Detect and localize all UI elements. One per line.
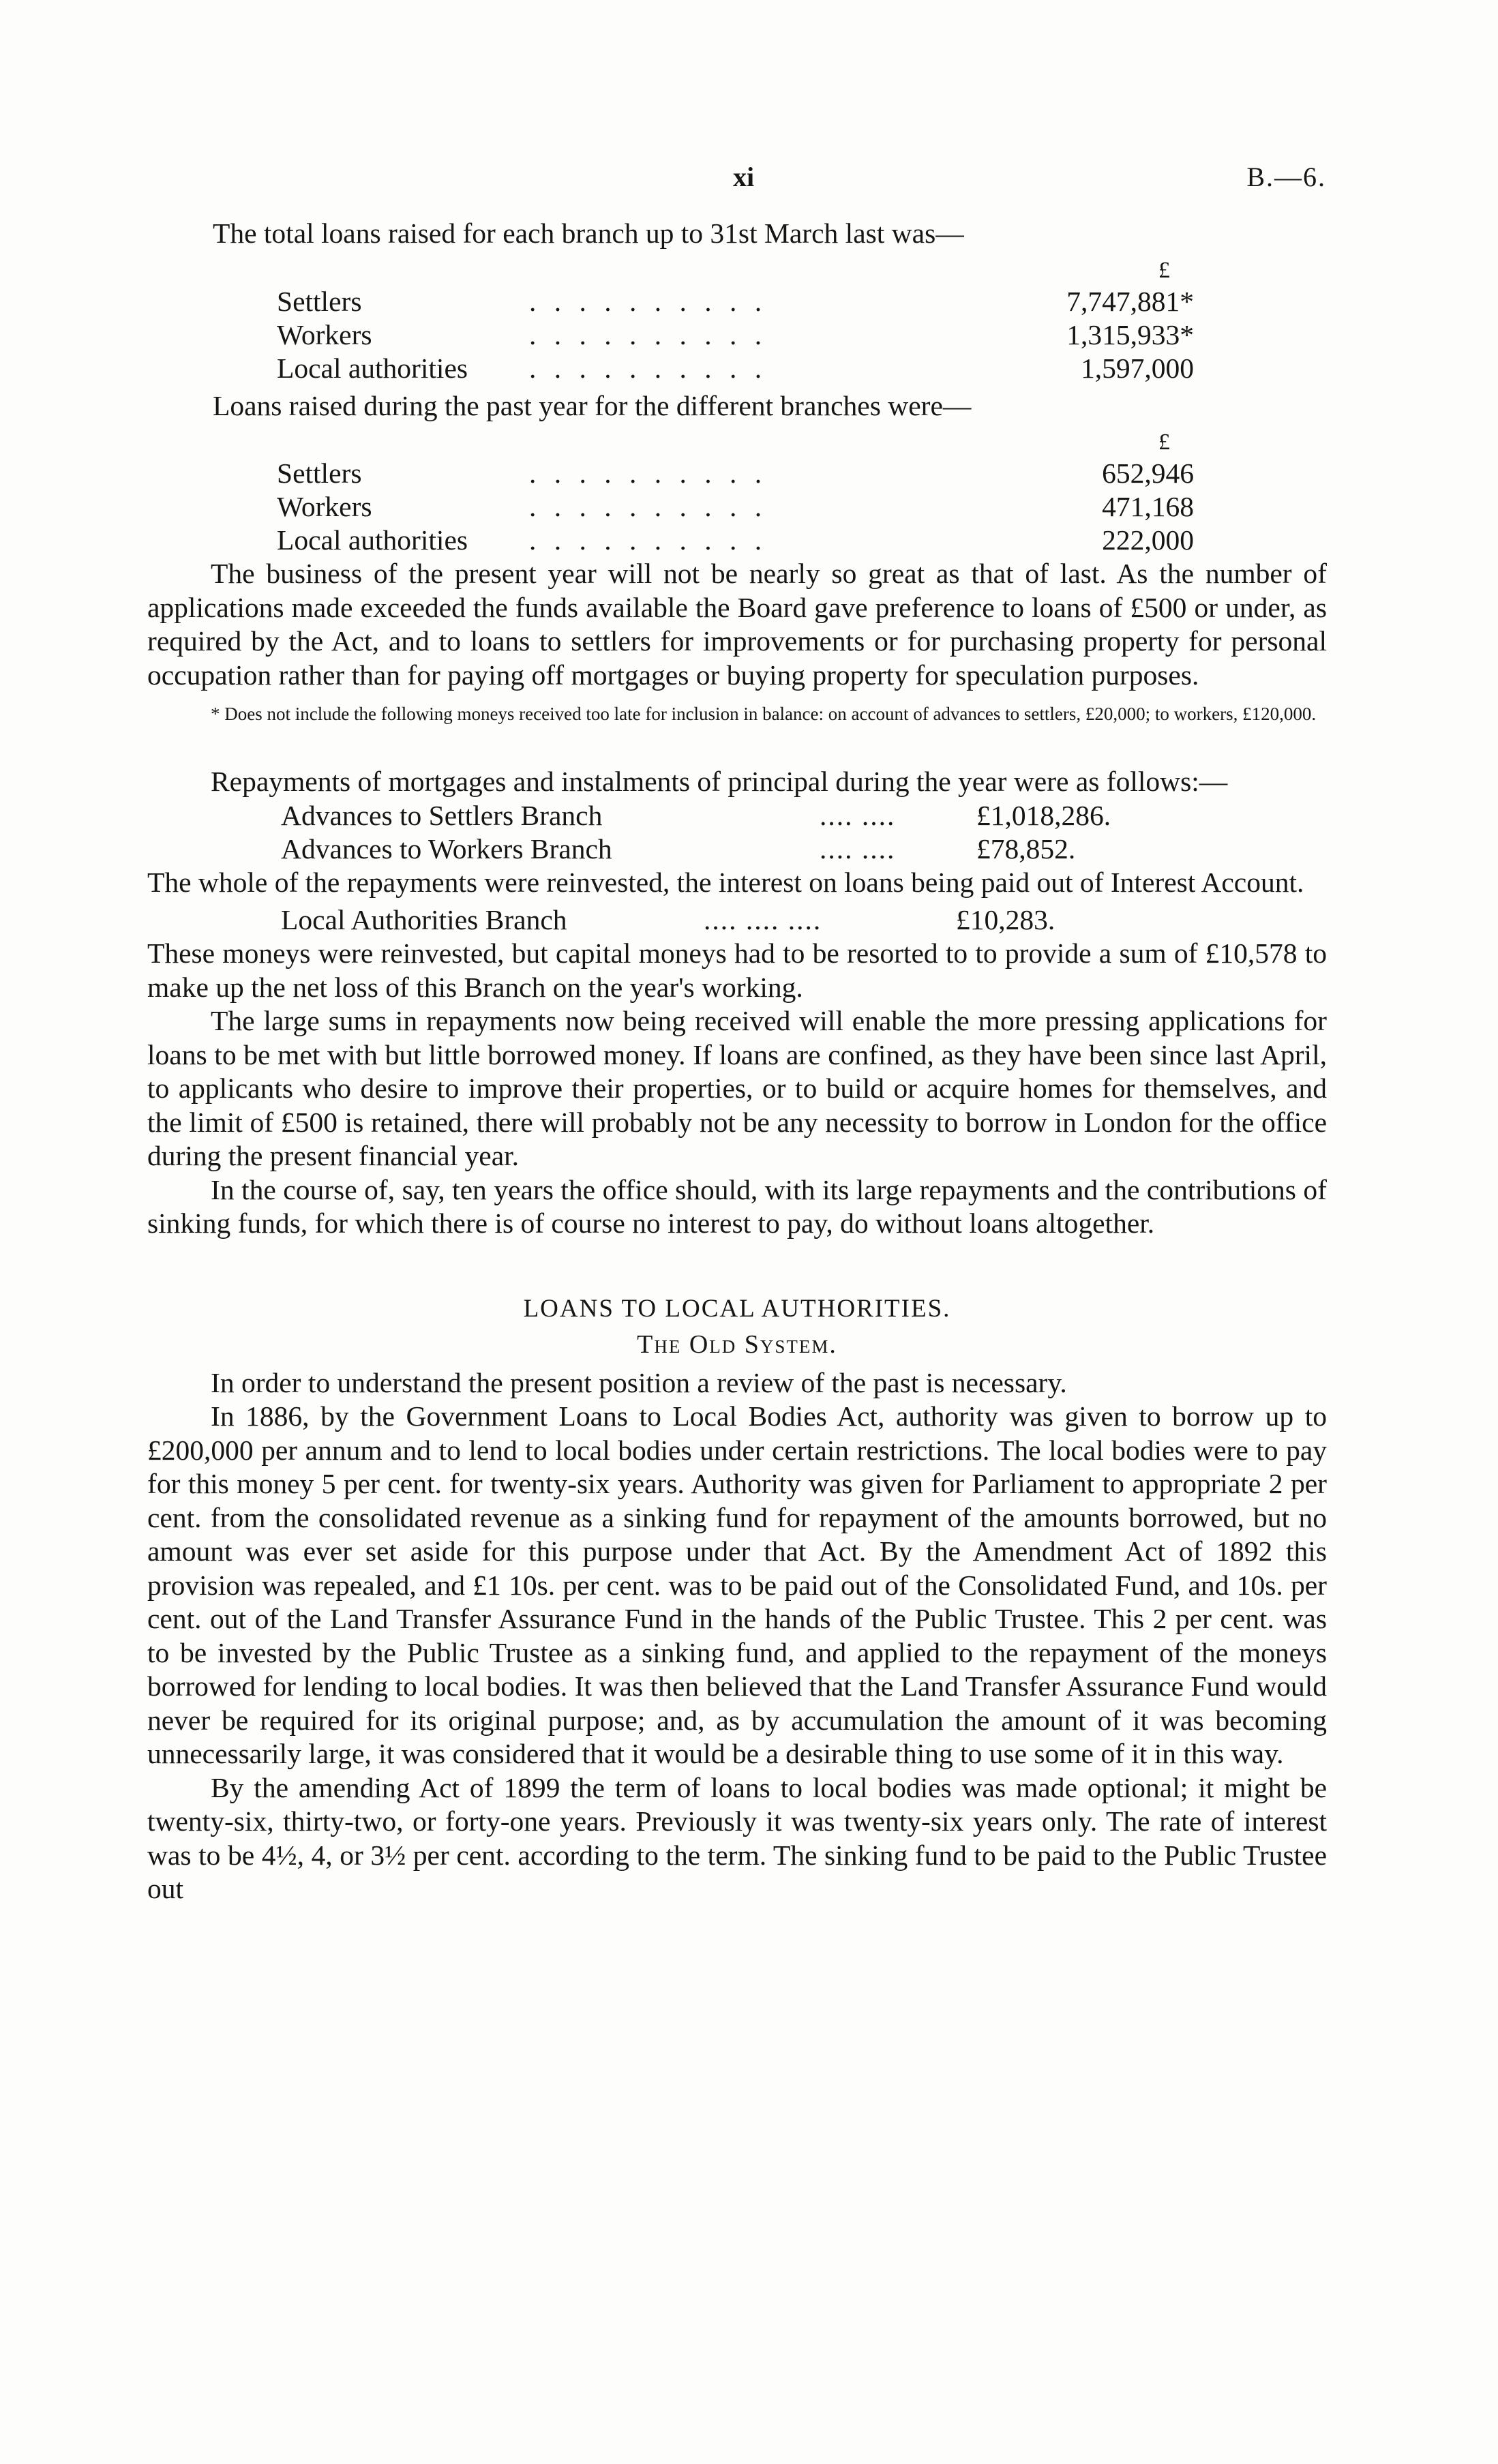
reinvest-note: The whole of the repayments were reinvested, the interest on loans being paid out of Interest Account.: [147, 866, 1304, 898]
leader-dots: . . . . . . . . . .: [529, 318, 768, 350]
row-label: Advances to Workers Branch: [281, 832, 612, 865]
local-note: These moneys were reinvested, but capital moneys had to be resorted to to provide a sum of £10,578 to make up the net loss of this Branch on the year's working.: [147, 937, 1327, 1003]
row-label: Settlers: [277, 457, 362, 489]
paragraph: In 1886, by the Government Loans to Local Bodies Act, authority was given to borrow up to £200,000 per annum and to lend to local bodies under certain restrictions. The local bodies were to pay for this money 5 per cent. for twenty-six years. Authority was given for Parliament to appropriate 2 per cent. from the consolidated revenue as a sinking fund for repayment of the amounts borrowed, but no amount was ever set aside for this purpose under that Act. By the Amendment Act of 1892 this provision was repealed, and £1 10s. per cent. was to be paid out of the Consolidated Fund, and 10s. per cent. out of the Land Transfer Assurance Fund in the hands of the Public Trustee. This 2 per cent. was to be invested by the Public Trustee as a sinking fund, and applied to the repayment of the moneys borrowed for lending to local bodies. It was then believed that the Land Transfer Assurance Fund would never be required for its original purpose; and, as by accumulation the amount of it was becoming unnecessarily large, it was considered that it would be a desirable thing to use some of it in this way.: [147, 1400, 1327, 1769]
paragraph: In order to understand the present position a review of the past is necessary.: [211, 1366, 1067, 1398]
row-label: Workers: [277, 491, 372, 522]
page-content: [147, 217, 1327, 1906]
leader-dots: . . . . . . . . . .: [529, 524, 768, 556]
leader-dots: .... .... ....: [704, 904, 822, 935]
row-value: £10,283.: [956, 904, 1055, 935]
table-row: [147, 799, 1327, 832]
repayments-intro: Repayments of mortgages and instalments of principal during the year were as follows:—: [211, 766, 1228, 797]
business-paragraph: The business of the present year will not be nearly so great as that of last. As the number of applications made exceeded the funds available the Board gave preference to loans of £500 or under, as required by the Act, and to loans to settlers for improvements or for purchasing property for personal occupation rather than for paying off mortgages or buying property for speculation purposes.: [147, 558, 1327, 691]
table-row: [147, 318, 1327, 352]
row-value: £1,018,286.: [976, 799, 1111, 831]
table-row: [147, 285, 1327, 318]
paragraph: In the course of, say, ten years the office should, with its large repayments and the contributions of sinking funds, for which there is of course no interest to pay, do without loans altogether.: [147, 1173, 1327, 1239]
table-row: [147, 490, 1327, 524]
section-subheading: The Old System.: [637, 1329, 837, 1359]
total-loans-table: [147, 285, 1327, 385]
leader-dots: .... ....: [820, 799, 896, 831]
row-value: 222,000: [1102, 524, 1194, 556]
row-label: Local authorities: [277, 524, 468, 556]
row-label: Advances to Settlers Branch: [281, 799, 603, 831]
total-loans-intro: The total loans raised for each branch up to 31st March last was—: [213, 217, 964, 249]
leader-dots: . . . . . . . . . .: [529, 491, 768, 522]
row-value: 7,747,881*: [1066, 285, 1194, 317]
row-value: 1,315,933*: [1066, 318, 1194, 350]
footnote: * Does not include the following moneys received too late for inclusion in balance: on account of advances to settlers, £20,000; to workers, £120,000.: [211, 704, 1317, 724]
year-loans-table: [147, 457, 1327, 557]
page-number: xi: [733, 162, 755, 192]
table-row: [147, 457, 1327, 490]
paragraph: By the amending Act of 1899 the term of loans to local bodies was made optional; it might be twenty-six, thirty-two, or forty-one years. Previously it was twenty-six years only. The rate of interest was to be 4½, 4, or 3½ per cent. according to the term. The sinking fund to be paid to the Public Trustee out: [147, 1771, 1327, 1904]
paragraph: The large sums in repayments now being received will enable the more pressing applications for loans to be met with but little borrowed money. If loans are confined, as they have been since last April, to applicants who desire to improve their properties, or to build or acquire homes for themselves, and the limit of £500 is retained, there will probably not be any necessity to borrow in London for the office during the present financial year.: [147, 1005, 1327, 1171]
table-row: [147, 832, 1327, 866]
year-loans-intro: Loans raised during the past year for the different branches were—: [213, 389, 972, 421]
table-row: [147, 524, 1327, 557]
table-row: [147, 352, 1327, 385]
row-label: Local Authorities Branch: [281, 904, 567, 935]
section-heading: LOANS TO LOCAL AUTHORITIES.: [523, 1294, 951, 1323]
row-label: Local authorities: [277, 352, 468, 384]
total-loans-unit: £: [1158, 257, 1170, 283]
leader-dots: . . . . . . . . . .: [529, 457, 768, 489]
leader-dots: .... ....: [820, 832, 896, 865]
row-value: 471,168: [1102, 491, 1194, 522]
row-label: Settlers: [277, 285, 362, 317]
year-loans-unit: £: [1158, 430, 1170, 455]
row-value: 1,597,000: [1081, 352, 1194, 384]
row-value: £78,852.: [976, 832, 1076, 865]
leader-dots: . . . . . . . . . .: [529, 285, 768, 317]
row-value: 652,946: [1102, 457, 1194, 489]
row-label: Workers: [277, 318, 372, 350]
repayments-table: [147, 799, 1327, 866]
running-header: [0, 157, 1498, 198]
leader-dots: . . . . . . . . . .: [529, 352, 768, 384]
local-authorities-repayment-row: [147, 903, 1327, 937]
document-id: B.—6.: [1246, 162, 1326, 192]
